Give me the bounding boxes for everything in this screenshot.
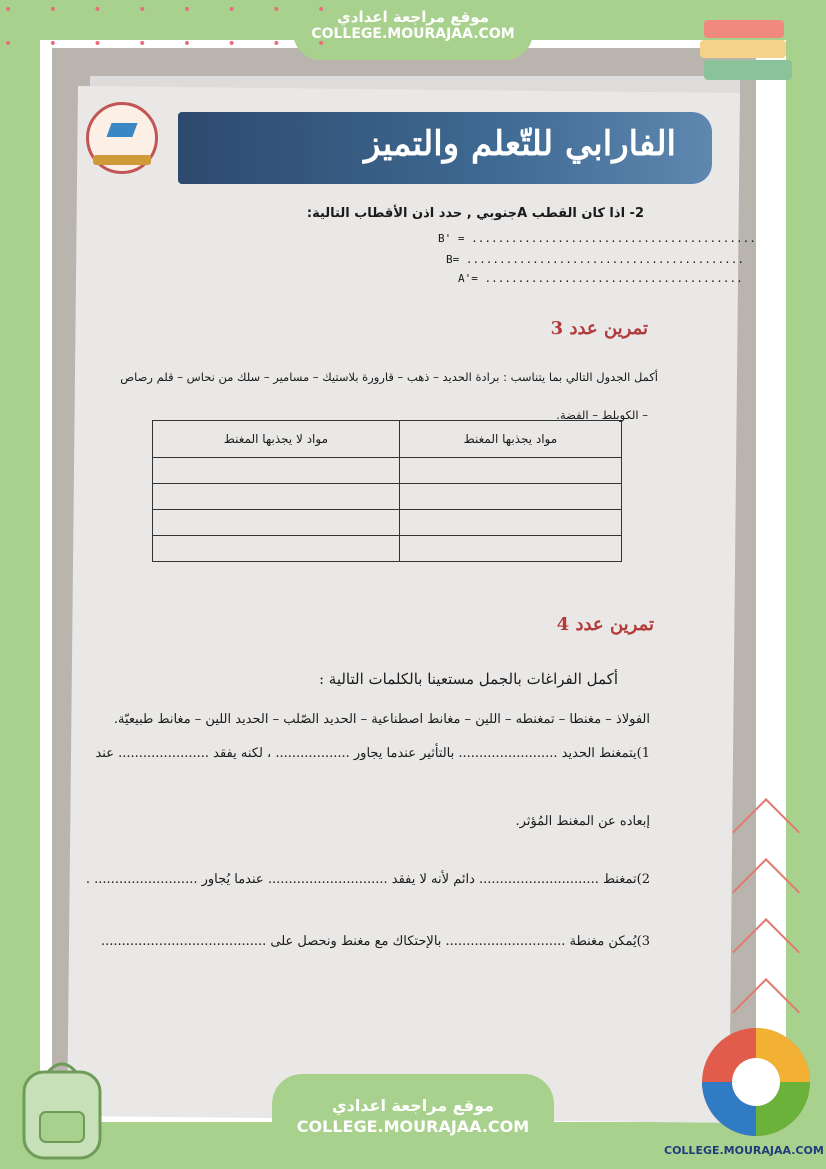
logo-ribbon (93, 155, 151, 165)
table-row (153, 510, 622, 536)
school-logo (86, 102, 158, 174)
header-line-url: COLLEGE.MOURAJAA.COM (311, 26, 515, 42)
backpack-pocket (40, 1112, 84, 1142)
header-line-arabic: موقع مراجعة اعدادي (337, 8, 489, 26)
footer-line-arabic: موقع مراجعة اعدادي (331, 1096, 495, 1115)
decor-dots-icon: • • • • • • • • (4, 36, 342, 52)
ex4-word-bank: الفولاذ – مغنطا – تمغنطه – اللين – مغانط اصطناعية – الحديد الصّلب – الحديد اللين – مغانط طبيعيّة. (113, 712, 650, 727)
magnet-table (152, 420, 622, 562)
table-row (153, 484, 622, 510)
ex3-title: تمرين عدد 3 (550, 318, 648, 339)
school-banner (178, 112, 712, 184)
ex4-sentence-1b: إبعاده عن المغنط المُؤثر. (515, 814, 650, 829)
education-wheel-icon (694, 1024, 818, 1142)
table-row (153, 458, 622, 484)
q2-prompt: 2- اذا كان القطب Aجنوبي , حدد اذن الأقطاب التالية: (306, 206, 644, 221)
brand-corner-text: COLLEGE.MOURAJAA.COM (664, 1144, 824, 1157)
q2-line-b-prime: B' = ........................................... (438, 232, 756, 245)
books-stack-icon (694, 14, 804, 94)
book-shape (704, 20, 784, 38)
ex3-instruction-2: – الكوبلط – الفضة. (556, 408, 648, 422)
book-shape (700, 40, 786, 58)
ex4-instruction: أكمل الفراغات بالجمل مستعينا بالكلمات التالية : (318, 670, 618, 688)
book-shape (704, 60, 792, 80)
ex4-sentence-3: 3)يُمكن مغنطة ............................. بالإحتكاك مع مغنط ونحصل على ........................................ (100, 934, 650, 949)
site-footer-badge (272, 1074, 554, 1169)
table-header-not-attracted: مواد لا يجذبها المغنط (153, 421, 400, 458)
footer-line-url: COLLEGE.MOURAJAA.COM (296, 1117, 530, 1136)
table-row (153, 536, 622, 562)
ex4-sentence-1: 1)يتمغنط الحديد ........................ بالتأثير عندما يجاور .................. ، لكنه يفقد ...................... عند (95, 746, 650, 761)
graduation-cap-icon (106, 123, 137, 137)
q2-line-b: B= .......................................... (446, 253, 745, 266)
ex4-sentence-2: 2)تمغنط ............................. دائم لأنه لا يفقد ............................. عندما يُجاور ......................... . (85, 872, 650, 887)
wheel-center (732, 1058, 780, 1106)
q2-line-a-prime: A'= ....................................... (458, 272, 743, 285)
decor-dots-icon: • • • • • • • • (4, 2, 342, 18)
banner-title: الفارابي للتّعلم والتميز (363, 124, 676, 164)
table-header-attracted: مواد يجذبها المغنط (399, 421, 621, 458)
ex3-instruction-1: أكمل الجدول التالي بما يتناسب : برادة الحديد – ذهب – قارورة بلاستيك – مسامير – سلك من نحاس – قلم رصاص (120, 370, 658, 384)
backpack-icon (14, 1058, 110, 1162)
ex4-title: تمرين عدد 4 (556, 614, 654, 635)
